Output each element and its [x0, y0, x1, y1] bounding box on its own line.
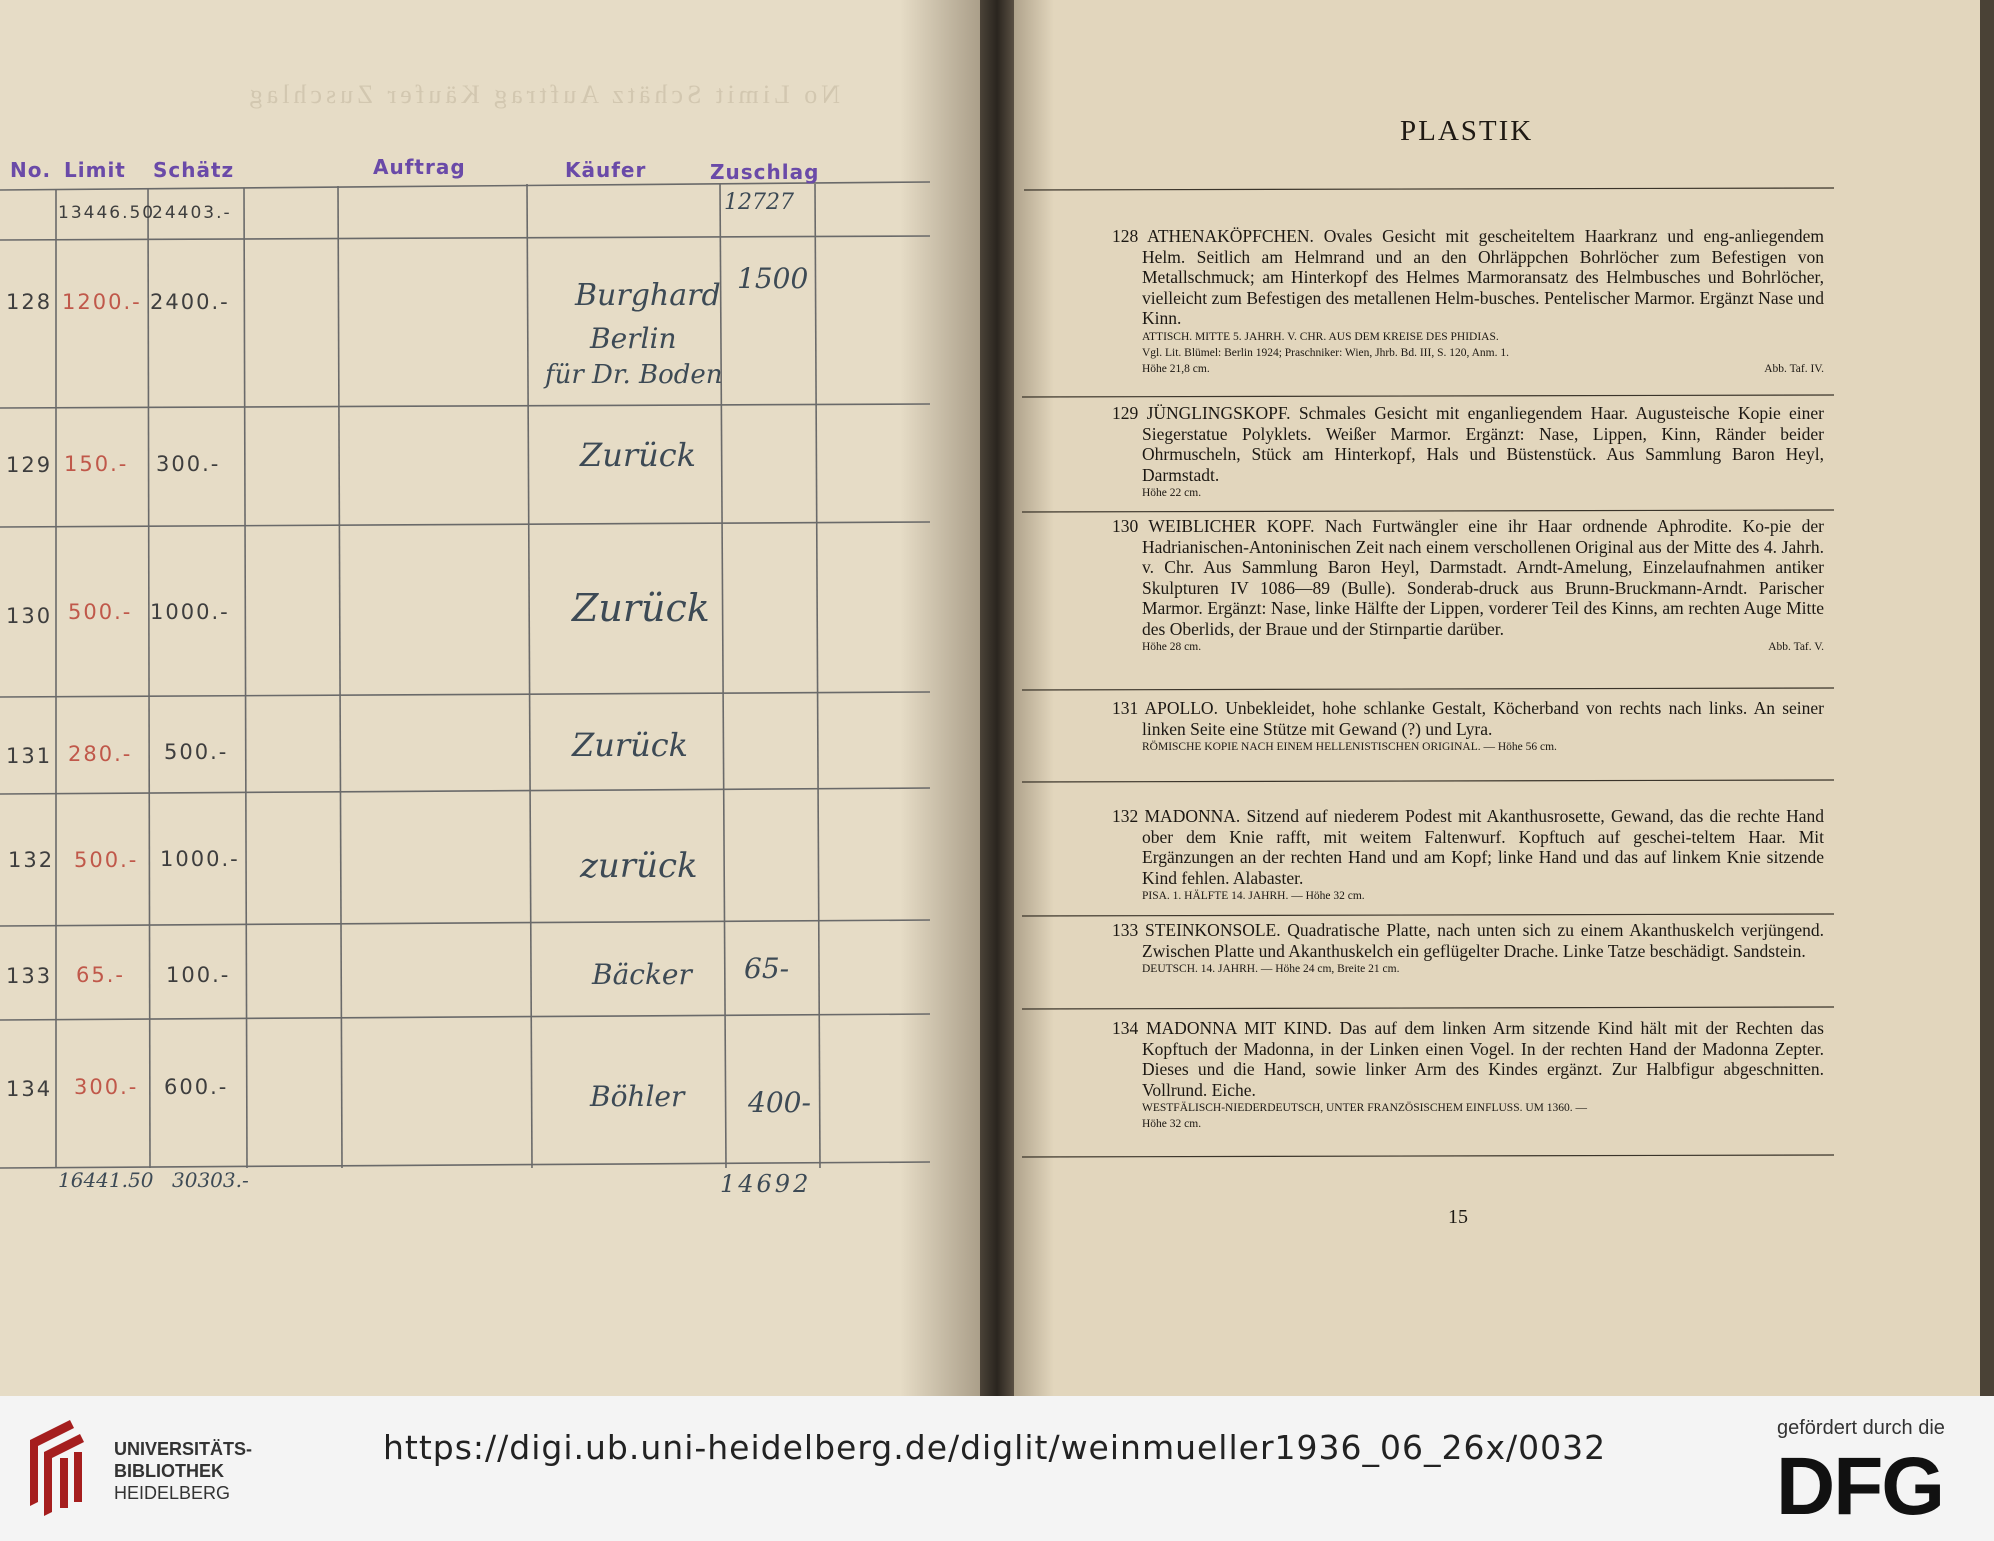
- section-title: PLASTIK: [1400, 115, 1534, 147]
- row-129-limit: 150.-: [64, 452, 129, 476]
- entry-literature: Vgl. Lit. Blümel: Berlin 1924; Praschniker: Wien, Jhrb. Bd. III, S. 120, Anm. 1.: [1142, 346, 1509, 359]
- entry-size: Höhe 28 cm.: [1142, 641, 1202, 653]
- row-133-zuschlag: 65-: [744, 952, 790, 985]
- catalog-entry-134: [1108, 1018, 1824, 1132]
- row-128-kaeufer-city: Berlin: [590, 322, 677, 355]
- row-134-schaetz: 600.-: [164, 1075, 229, 1099]
- total-limit: 16441.50: [58, 1168, 154, 1192]
- catalog-entry-129: [1108, 403, 1824, 501]
- row-134-no: 134: [6, 1077, 53, 1101]
- dfg-logo[interactable]: DFG: [1776, 1441, 1944, 1532]
- row-130-schaetz: 1000.-: [150, 600, 230, 624]
- ub-line3: HEIDELBERG: [114, 1483, 231, 1503]
- ub-logo-icon[interactable]: [20, 1420, 100, 1516]
- carry-schaetz: 24403.-: [152, 203, 232, 223]
- catalog-entry-131: [1108, 698, 1824, 755]
- total-schaetz: 30303.-: [172, 1168, 249, 1192]
- entry-number: 132: [1112, 806, 1139, 826]
- carry-limit: 13446.50: [58, 203, 156, 223]
- row-128-kaeufer: Burghard: [575, 278, 721, 313]
- row-128-kaeufer-note: für Dr. Boden: [545, 360, 723, 390]
- entry-size: Höhe 22 cm.: [1142, 487, 1202, 499]
- entry-number: 133: [1112, 920, 1139, 940]
- entry-origin: WESTFÄLISCH-NIEDERDEUTSCH, UNTER FRANZÖSISCHEM EINFLUSS. UM 1360. —: [1142, 1102, 1588, 1114]
- entry-text: ATHENAKÖPFCHEN. Ovales Gesicht mit gescheiteltem Haarkranz und eng-anliegendem Helm. Seitlich am Helmrand und an den Ohrläppchen Bohrlöcher zum Befestigen von Metallschmuck; am Hinterkopf des Helmes Marmoransatz des Helmbusches und Bohrlöcher, vielleicht zum Befestigen des metallenen Helm-busches. Pentelischer Marmor. Ergänzt Nase und Kinn.: [1142, 226, 1824, 328]
- row-128-schaetz: 2400.-: [150, 290, 230, 314]
- entry-size: Höhe 21,8 cm.: [1142, 362, 1210, 375]
- viewer-footer: [0, 1396, 1994, 1541]
- entry-text: APOLLO. Unbekleidet, hohe schlanke Gestalt, Köcherband von rechts nach links. An seiner linken Seite eine Stütze mit Gewand (?) und Lyra.: [1142, 698, 1824, 739]
- catalog-entry-128: [1108, 226, 1824, 377]
- row-133-kaeufer: Bäcker: [592, 958, 692, 991]
- row-134-kaeufer: Böhler: [590, 1080, 685, 1113]
- catalog-entry-132: [1108, 806, 1824, 904]
- entry-plate: Abb. Taf. IV.: [1764, 362, 1824, 375]
- entry-plate: Abb. Taf. V.: [1768, 641, 1824, 653]
- row-131-schaetz: 500.-: [164, 740, 229, 764]
- row-132-no: 132: [8, 848, 55, 872]
- entry-number: 129: [1112, 403, 1139, 423]
- row-128-no: 128: [6, 290, 53, 314]
- row-131-no: 131: [6, 744, 53, 768]
- row-131-limit: 280.-: [68, 742, 133, 766]
- ub-logo-text[interactable]: [114, 1438, 252, 1504]
- catalog-entry-133: [1108, 920, 1824, 977]
- ub-line2: BIBLIOTHEK: [114, 1461, 224, 1481]
- page-number: 15: [1448, 1206, 1468, 1228]
- header-auftrag: Auftrag: [373, 155, 466, 179]
- row-129-no: 129: [6, 453, 53, 477]
- row-134-zuschlag: 400-: [748, 1086, 811, 1119]
- header-no: No.: [10, 158, 52, 182]
- catalog-entry-130: [1108, 516, 1824, 655]
- row-132-kaeufer: zurück: [580, 846, 698, 886]
- entry-number: 128: [1112, 226, 1139, 246]
- row-130-kaeufer: Zurück: [572, 586, 710, 630]
- header-zuschlag: Zuschlag: [710, 160, 820, 184]
- entry-number: 131: [1112, 698, 1139, 718]
- row-133-schaetz: 100.-: [166, 963, 231, 987]
- row-134-limit: 300.-: [74, 1075, 139, 1099]
- entry-text: WEIBLICHER KOPF. Nach Furtwängler eine ihr Haar ordnende Aphrodite. Ko-pie der Hadrianischen-Antoninischen Zeit nach einem verschollenen Original aus der Mitte des 4. Jahrh. v. Chr. Aus Sammlung Baron Heyl, Darmstadt. Arndt-Amelung, Einzelaufnahmen antiker Skulpturen IV 1086—89 (Bulle). Sonderab-druck aus Brunn-Bruckmann-Arndt. Parischer Marmor. Ergänzt: Nase, linke Hälfte der Lippen, vorderer Teil des Kinns, am rechten Auge Mitte des Oberlids, der Braue und der Stirnpartie darüber.: [1142, 516, 1824, 639]
- entry-size: RÖMISCHE KOPIE NACH EINEM HELLENISTISCHEN ORIGINAL. — Höhe 56 cm.: [1142, 741, 1557, 753]
- row-132-limit: 500.-: [74, 848, 139, 872]
- ub-line1: UNIVERSITÄTS-: [114, 1439, 253, 1459]
- funding-note: gefördert durch die: [1777, 1417, 1945, 1439]
- entry-text: JÜNGLINGSKOPF. Schmales Gesicht mit enganliegendem Haar. Augusteische Kopie einer Siegerstatue Polyklets. Weißer Marmor. Ergänzt: Nase, Lippen, Kinn, Ränder beider Ohrmuscheln, Stück am Hinterkopf, Hals und Büstenstück. Aus Sammlung Baron Heyl, Darmstadt.: [1142, 403, 1824, 485]
- entry-size: Höhe 32 cm.: [1142, 1118, 1202, 1130]
- header-schaetz: Schätz: [153, 158, 235, 182]
- row-130-no: 130: [6, 604, 53, 628]
- row-133-limit: 65.-: [76, 963, 125, 987]
- row-133-no: 133: [6, 964, 53, 988]
- entry-number: 130: [1112, 516, 1139, 536]
- row-129-kaeufer: Zurück: [580, 436, 697, 474]
- header-kaeufer: Käufer: [565, 158, 647, 182]
- entry-text: MADONNA MIT KIND. Das auf dem linken Arm sitzende Kind hält mit der Rechten das Kopftuch der Madonna, in der Linken einen Vogel. In der rechten Hand der Madonna Zepter. Dieses und die Hand, sowie linker Arm des Kindes ergänzt. Zur Halbfigur abgeschnitten. Vollrund. Eiche.: [1142, 1018, 1824, 1100]
- book-gutter: [980, 0, 1014, 1396]
- entry-origin: ATTISCH. MITTE 5. JAHRH. V. CHR. AUS DEM KREISE DES PHIDIAS.: [1142, 330, 1499, 343]
- carry-zuschlag: 12727: [724, 190, 794, 215]
- permalink-url[interactable]: https://digi.ub.uni-heidelberg.de/diglit/weinmueller1936_06_26x/0032: [383, 1428, 1607, 1467]
- total-zuschlag: 14692: [720, 1170, 812, 1198]
- entry-number: 134: [1112, 1018, 1139, 1038]
- header-limit: Limit: [64, 158, 126, 182]
- row-130-limit: 500.-: [68, 600, 133, 624]
- entry-text: STEINKONSOLE. Quadratische Platte, nach unten sich zu einem Akanthuskelch verjüngend. Zwischen Platte und Akanthuskelch ein geflügelter Drache. Linke Tatze beschädigt. Sandstein.: [1142, 920, 1825, 961]
- page-edge: [1980, 0, 1994, 1396]
- entry-size: PISA. 1. HÄLFTE 14. JAHRH. — Höhe 32 cm.: [1142, 890, 1365, 902]
- row-131-kaeufer: Zurück: [572, 726, 689, 764]
- entry-text: MADONNA. Sitzend auf niederem Podest mit Akanthusrosette, Gewand, das die rechte Hand ober dem Knie rafft, mit weitem Faltenwurf. Kopftuch auf geschei-teltem Haar. Mit Ergänzungen an der rechten Hand und am Kopf; linke Hand und das auf linkem Knie sitzende Kind fehlen. Alabaster.: [1142, 806, 1825, 888]
- row-128-limit: 1200.-: [62, 290, 142, 314]
- row-128-zuschlag: 1500: [737, 262, 809, 295]
- entry-size: DEUTSCH. 14. JAHRH. — Höhe 24 cm, Breite 21 cm.: [1142, 963, 1400, 975]
- row-129-schaetz: 300.-: [156, 452, 221, 476]
- show-through-header: No Limit Schätz Auftrag Käufer Zuschlag: [245, 80, 840, 109]
- row-132-schaetz: 1000.-: [160, 847, 240, 871]
